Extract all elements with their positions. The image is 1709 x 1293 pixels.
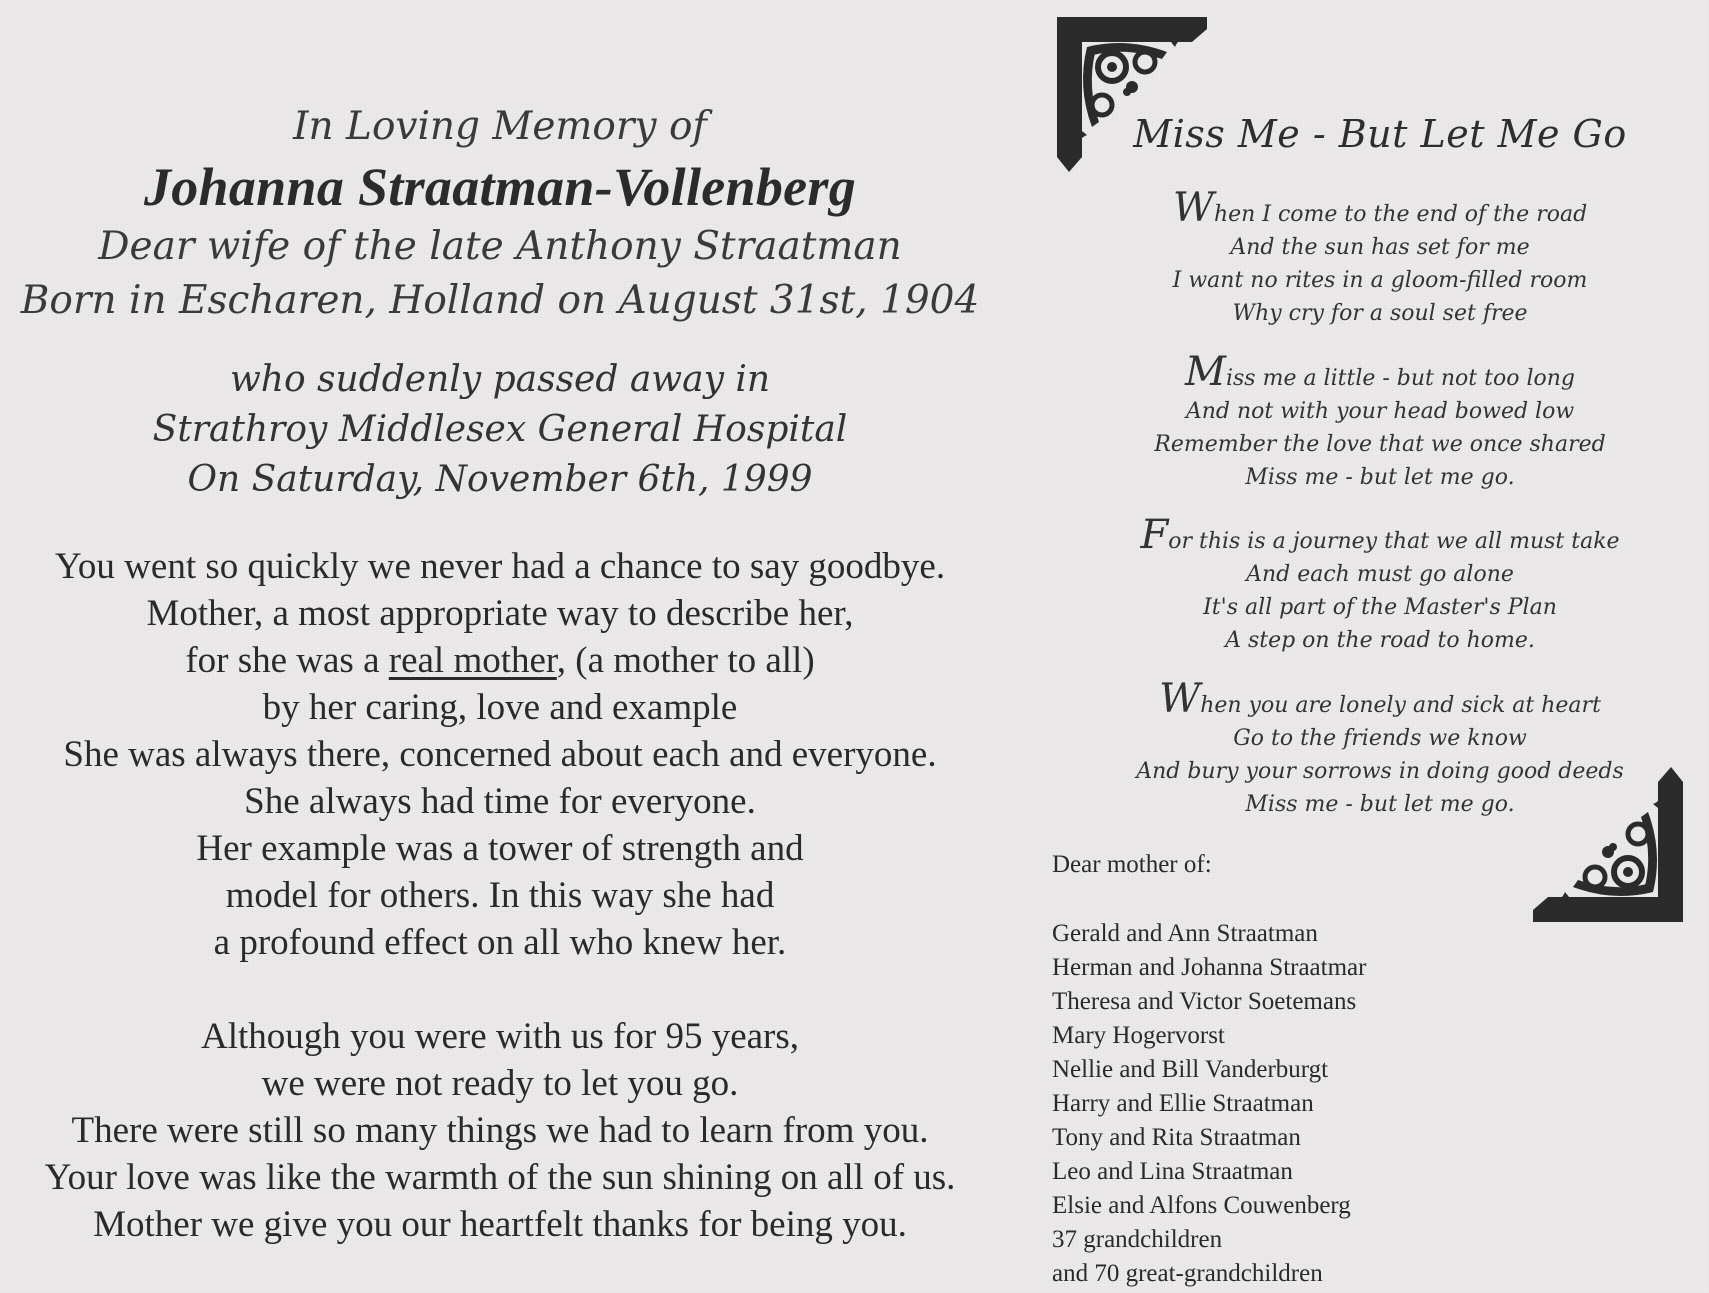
family-list-item: and 70 great-grandchildren: [1052, 1260, 1323, 1287]
tribute-line: She was always there, concerned about each and everyone.: [63, 734, 937, 775]
closing-line: Mother we give you our heartfelt thanks for being you.: [93, 1204, 907, 1245]
closing-paragraph: [0, 1013, 1000, 1248]
poem-stanza: [1080, 185, 1680, 330]
tribute-line: She always had time for everyone.: [244, 781, 756, 822]
poem-title: Miss Me - But Let Me Go: [1133, 112, 1627, 156]
deceased-name: Johanna Straatman-Vollenberg: [143, 157, 857, 217]
closing-line: There were still so many things we had to learn from you.: [71, 1110, 929, 1151]
poem-stanza: [1080, 676, 1680, 821]
tribute-paragraph: [0, 543, 1000, 966]
drop-cap: F: [1140, 512, 1169, 558]
family-list-item: Nellie and Bill Vanderburgt: [1052, 1056, 1329, 1083]
born-line: Born in Escharen, Holland on August 31st, 1904: [20, 278, 980, 323]
family-list-item: Mary Hogervorst: [1052, 1022, 1225, 1049]
stanza-line: I want no rites in a gloom-filled room: [1172, 268, 1588, 293]
tribute-line: a profound effect on all who knew her.: [213, 922, 787, 963]
dear-mother-label: Dear mother of:: [1052, 851, 1212, 878]
tribute-text: , (a mother to all): [556, 640, 815, 681]
family-list-item: Theresa and Victor Soetemans: [1052, 988, 1357, 1015]
stanza-line: It's all part of the Master's Plan: [1203, 595, 1557, 620]
family-list-item: Leo and Lina Straatman: [1052, 1158, 1293, 1185]
stanza-line: Go to the friends we know: [1233, 726, 1527, 751]
passed-line: who suddenly passed away in: [229, 359, 771, 400]
stanza-line: And each must go alone: [1246, 562, 1514, 587]
family-list-item: Gerald and Ann Straatman: [1052, 920, 1318, 947]
stanza-line: Remember the love that we once shared: [1154, 432, 1606, 457]
stanza-line: Miss me - but let me go.: [1245, 792, 1515, 817]
passed-line: Strathroy Middlesex General Hospital: [152, 409, 848, 450]
closing-line: Your love was like the warmth of the sun shining on all of us.: [44, 1157, 956, 1198]
stanza-text: hen I come to the end of the road: [1213, 202, 1588, 227]
passed-line: On Saturday, November 6th, 1999: [187, 459, 813, 500]
tribute-line: You went so quickly we never had a chance to say goodbye.: [54, 546, 946, 587]
family-list-item: Elsie and Alfons Couwenberg: [1052, 1192, 1351, 1219]
stanza-first-line: [1080, 349, 1680, 395]
stanza-text: hen you are lonely and sick at heart: [1200, 693, 1601, 718]
family-list-item: Tony and Rita Straatman: [1052, 1124, 1301, 1151]
stanza-first-line: [1080, 185, 1680, 231]
wife-line: Dear wife of the late Anthony Straatman: [98, 224, 902, 269]
stanza-line: And the sun has set for me: [1230, 235, 1530, 260]
family-list-item: Harry and Ellie Straatman: [1052, 1090, 1314, 1117]
stanza-first-line: [1080, 512, 1680, 558]
tribute-line: Mother, a most appropriate way to describe her,: [146, 593, 854, 634]
stanza-line: And bury your sorrows in doing good deeds: [1136, 759, 1624, 784]
stanza-first-line: [1080, 676, 1680, 722]
stanza-text: iss me a little - but not too long: [1225, 366, 1575, 391]
tribute-text: for she was a: [185, 640, 389, 681]
stanza-line: Why cry for a soul set free: [1232, 301, 1528, 326]
tribute-line: model for others. In this way she had: [225, 875, 775, 916]
right-panel: [1040, 0, 1709, 1293]
stanza-line: A step on the road to home.: [1225, 628, 1535, 653]
drop-cap: M: [1185, 349, 1226, 395]
stanza-line: Miss me - but let me go.: [1245, 465, 1515, 490]
passed-away-block: [0, 355, 1000, 505]
drop-cap: W: [1172, 185, 1214, 231]
tribute-line: Her example was a tower of strength and: [196, 828, 804, 869]
stanza-line: And not with your head bowed low: [1185, 399, 1575, 424]
tribute-line: [0, 637, 1000, 684]
family-list-item: Herman and Johanna Straatmar: [1052, 954, 1367, 981]
family-list-item: 37 grandchildren: [1052, 1226, 1223, 1253]
heading-intro: In Loving Memory of: [293, 104, 707, 149]
poem-stanza: [1080, 349, 1680, 494]
tribute-line: by her caring, love and example: [262, 687, 738, 728]
closing-line: we were not ready to let you go.: [261, 1063, 739, 1104]
poem-stanza: [1080, 512, 1680, 657]
memorial-heading: [0, 100, 1000, 328]
stanza-text: or this is a journey that we all must take: [1168, 529, 1620, 554]
family-list: [1052, 917, 1412, 1291]
closing-line: Although you were with us for 95 years,: [200, 1016, 800, 1057]
real-mother-underlined: real mother: [388, 640, 557, 681]
drop-cap: W: [1159, 676, 1201, 722]
